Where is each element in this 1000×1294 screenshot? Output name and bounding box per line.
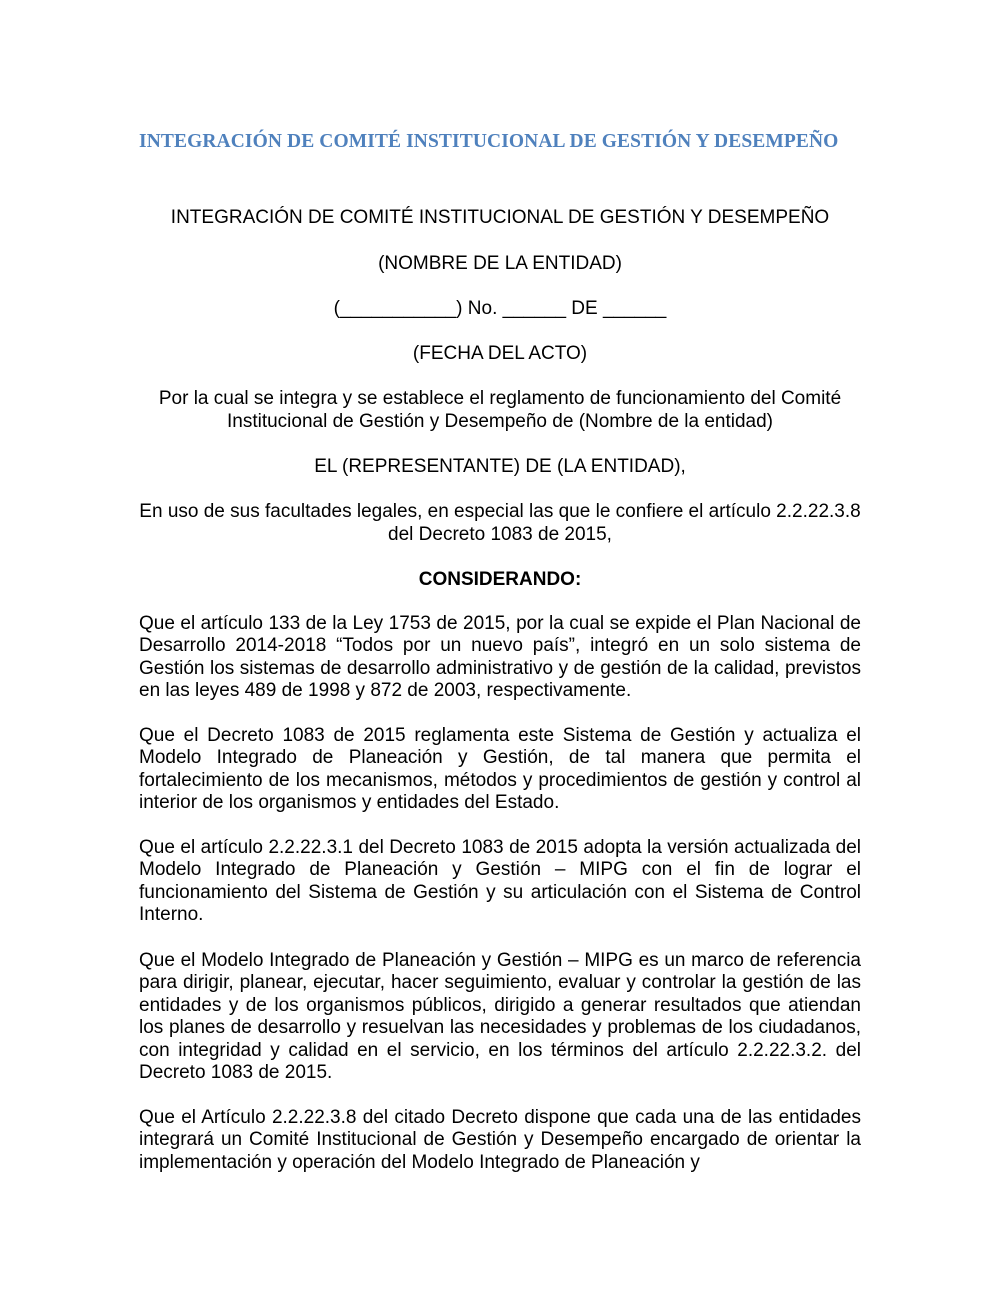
considerando-paragraph-1: Que el artículo 133 de la Ley 1753 de 2015, por la cual se expide el Plan Nacional de Desarrollo 2014-2018 “Todos por un nuevo país”, integró en un solo sistema de Gestión los sistemas de desarrollo administrativo y de gestión de la calidad, previstos en las leyes 489 de 1998 y 872 de 2003, respectivamente. [139,613,861,702]
representative-line: EL (REPRESENTANTE) DE (LA ENTIDAD), [314,456,686,477]
legal-powers: En uso de sus facultades legales, en especial las que le confiere el artículo 2.2.22.3.8 del Decreto 1083 de 2015, [139,501,861,545]
considerando-paragraph-2: Que el Decreto 1083 de 2015 reglamenta este Sistema de Gestión y actualiza el Modelo Integrado de Planeación y Gestión, de tal manera que permita el fortalecimiento de los mecanismos, métodos y procedimientos de gestión y control al interior de los organismos y entidades del Estado. [139,725,861,814]
act-number-line: (___________) No. ______ DE ______ [333,298,667,319]
act-date: (FECHA DEL ACTO) [412,343,588,364]
considering-heading: CONSIDERANDO: [418,569,582,590]
act-purpose: Por la cual se integra y se establece el reglamento de funcionamiento del Comité Institucional de Gestión y Desempeño de (Nombre de la entidad) [158,388,842,432]
considerando-paragraph-5: Que el Artículo 2.2.22.3.8 del citado Decreto dispone que cada una de las entidades integrará un Comité Institucional de Gestión y Desempeño encargado de orientar la implementación y operación del Modelo Integrado de Planeación y [139,1107,861,1173]
considerando-paragraph-3: Que el artículo 2.2.22.3.1 del Decreto 1083 de 2015 adopta la versión actualizada del Modelo Integrado de Planeación y Gestión – MIPG con el fin de lograr el funcionamiento del Sistema de Gestión y su articulación con el Sistema de Control Interno. [139,837,861,926]
document-heading: INTEGRACIÓN DE COMITÉ INSTITUCIONAL DE GESTIÓN Y DESEMPEÑO [139,131,839,152]
entity-name: (NOMBRE DE LA ENTIDAD) [378,253,622,274]
considerando-paragraph-4: Que el Modelo Integrado de Planeación y Gestión – MIPG es un marco de referencia para dirigir, planear, ejecutar, hacer seguimiento, evaluar y controlar la gestión de las entidades y de los organismos públicos, dirigido a generar resultados que atiendan los planes de desarrollo y resuelvan las necesidades y problemas de los ciudadanos, con integridad y calidad en el servicio, en los términos del artículo 2.2.22.3.2. del Decreto 1083 de 2015. [139,950,861,1084]
act-title: INTEGRACIÓN DE COMITÉ INSTITUCIONAL DE GESTIÓN Y DESEMPEÑO [170,207,830,228]
